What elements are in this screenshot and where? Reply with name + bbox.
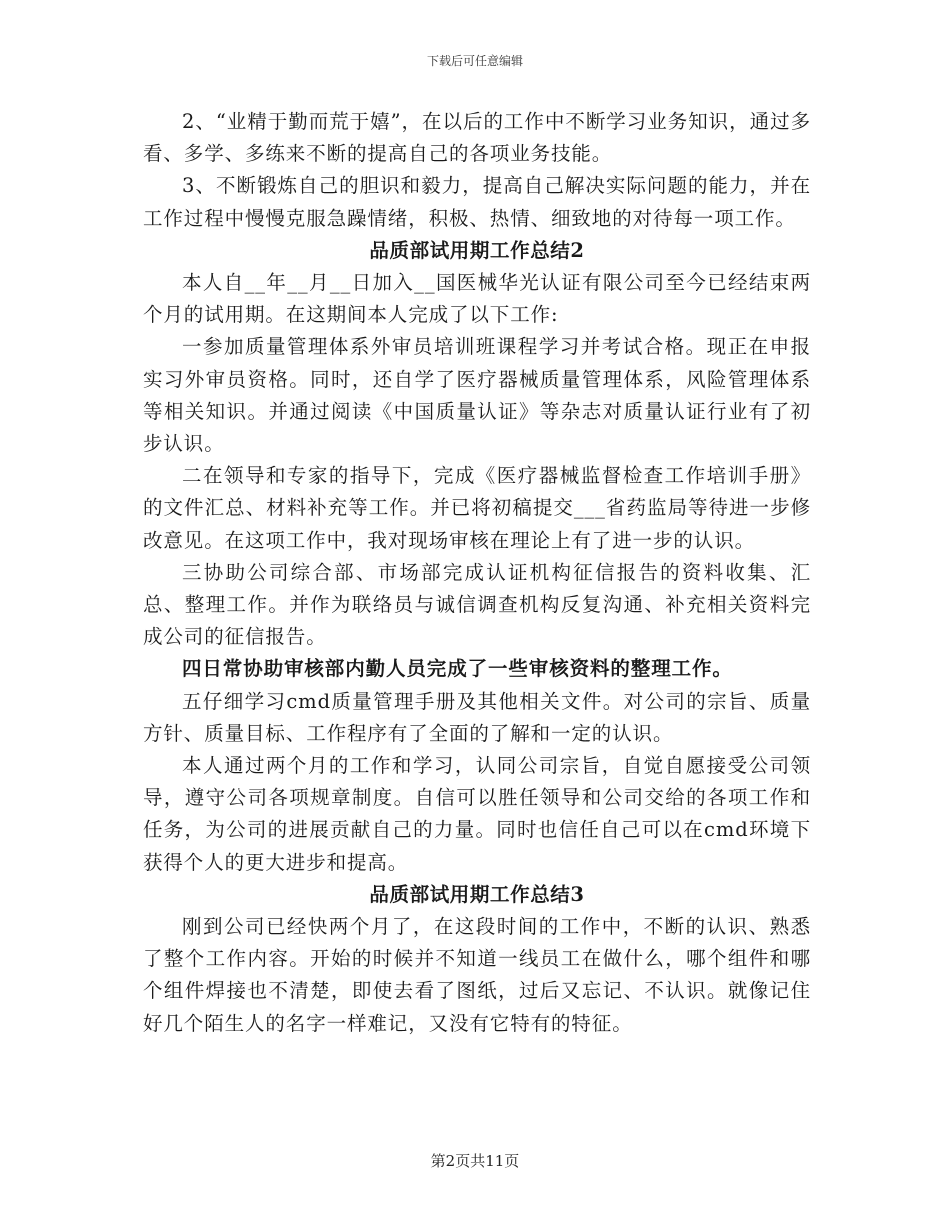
document-body <box>143 106 811 1040</box>
section-heading: 品质部试用期工作总结3 <box>369 882 585 906</box>
paragraph: 三协助公司综合部、市场部完成认证机构征信报告的资料收集、汇总、整理工作。并作为联络员与诚信调查机构反复沟通、补充相关资料完成公司的征信报告。 <box>143 560 811 649</box>
paragraph: 刚到公司已经快两个月了，在这段时间的工作中，不断的认识、熟悉了整个工作内容。开始的时候并不知道一线员工在做什么，哪个组件和哪个组件焊接也不清楚，即使去看了图纸，过后又忘记、不认识。就像记住好几个陌生人的名字一样难记，又没有它特有的特征。 <box>143 915 811 1035</box>
paragraph: 本人通过两个月的工作和学习，认同公司宗旨，自觉自愿接受公司领导，遵守公司各项规章制度。自信可以胜任领导和公司交给的各项工作和任务，为公司的进展贡献自己的力量。同时也信任自己可以在cmd环境下获得个人的更大进步和提高。 <box>143 754 811 874</box>
paragraph: 一参加质量管理体系外审员培训班课程学习并考试合格。现正在申报实习外审员资格。同时，还自学了医疗器械质量管理体系，风险管理体系等相关知识。并通过阅读《中国质量认证》等杂志对质量认证行业有了初步认识。 <box>143 335 811 456</box>
paragraph: 2、“业精于勤而荒于嬉”，在以后的工作中不断学习业务知识，通过多看、多学、多练来不断的提高自己的各项业务技能。 <box>143 110 811 166</box>
paragraph: 3、不断锻炼自己的胆识和毅力，提高自己解决实际问题的能力，并在工作过程中慢慢克服急躁情绪，积极、热情、细致地的对待每一项工作。 <box>143 174 811 230</box>
paragraph-bold: 四日常协助审核部内勤人员完成了一些审核资料的整理工作。 <box>182 657 733 681</box>
paragraph: 二在领导和专家的指导下，完成《医疗器械监督检查工作培训手册》的文件汇总、材料补充等工作。并已将初稿提交___省药监局等待进一步修改意见。在这项工作中，我对现场审核在理论上有了进一步的认识。 <box>143 464 811 552</box>
section-heading: 品质部试用期工作总结2 <box>369 238 585 262</box>
paragraph: 本人自__年__月__日加入__国医械华光认证有限公司至今已经结束两个月的试用期。在这期间本人完成了以下工作: <box>143 271 811 327</box>
paragraph: 五仔细学习cmd质量管理手册及其他相关文件。对公司的宗旨、质量方针、质量目标、工作程序有了全面的了解和一定的认识。 <box>143 689 811 745</box>
page-header: 下载后可任意编辑 <box>426 54 523 68</box>
page-footer: 第2页共11页 <box>430 1152 520 1170</box>
